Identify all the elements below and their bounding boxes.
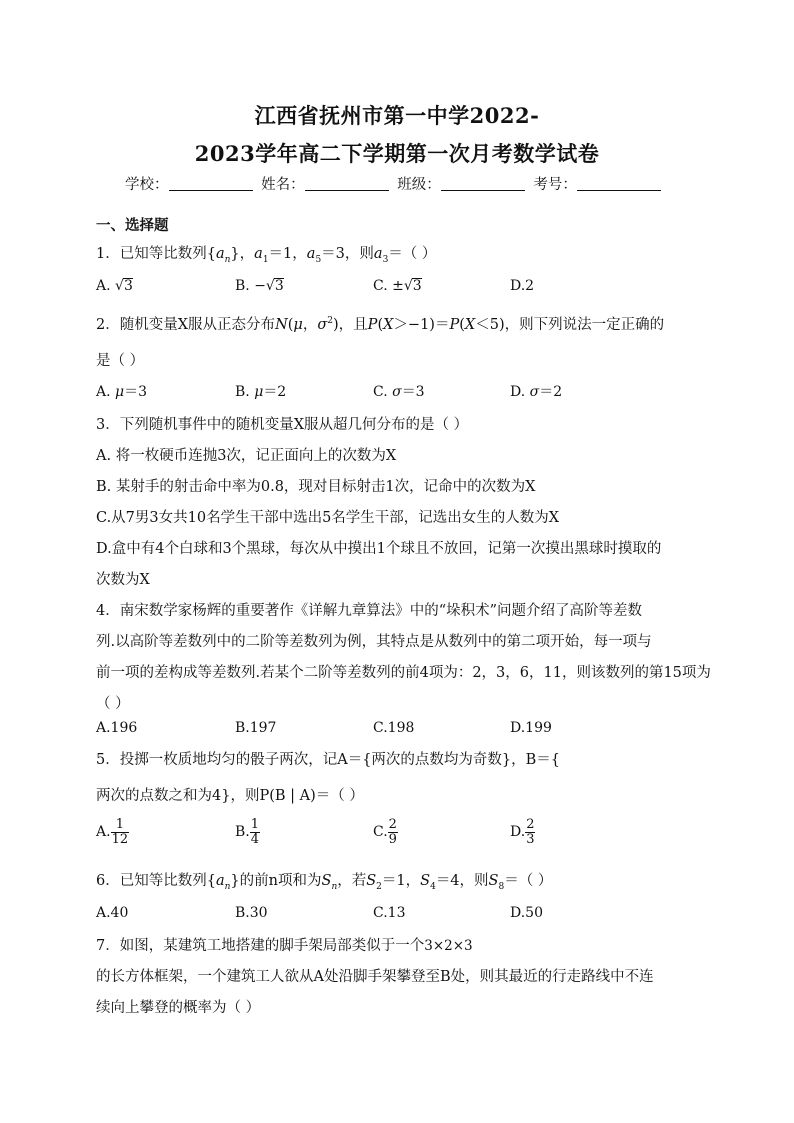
question-2-stem-line2: 是（ ） <box>96 353 145 369</box>
exam-title-line2: 2023学年高二下学期第一次月考数学试卷 <box>194 141 600 166</box>
question-6-option-d: D.50 <box>510 905 543 921</box>
question-5-option-b: B. $\frac{1}{4}$ <box>235 817 260 847</box>
question-1-option-b: B. −√3 <box>235 278 284 294</box>
question-5-line1: 5．投掷一枚质地均匀的骰子两次，记A＝{两次的点数均为奇数}，B＝{ <box>96 752 561 768</box>
school-label: 学校： <box>125 177 169 193</box>
question-5-line2: 两次的点数之和为4}，则P(B | A)＝（ ） <box>96 788 364 804</box>
question-7-line1: 7．如图，某建筑工地搭建的脚手架局部类似于一个3×2×3 <box>96 938 473 954</box>
question-6-option-c: C.13 <box>373 905 406 921</box>
question-1-option-c: C. ±√3 <box>373 278 422 294</box>
question-3-option-d: D.盒中有4个白球和3个黑球，每次从中摸出1个球且不放回，记第一次摸出黑球时摸取的 <box>96 541 662 557</box>
question-4-line2: 列.以高阶等差数列中的二阶等差数列为例，其特点是从数列中的第二项开始，每一项与 <box>96 634 652 650</box>
question-5-option-d: D. $\frac{2}{3}$ <box>510 817 535 847</box>
question-6-option-b: B.30 <box>235 905 268 921</box>
question-4-line3: 前一项的差构成等差数列.若某个二阶等差数列的前4项为：2，3，6，11，则该数列的第15项为 <box>96 665 711 681</box>
school-blank <box>169 176 253 191</box>
name-blank <box>305 176 389 191</box>
section-heading: 一、选择题 <box>96 217 169 234</box>
question-4-option-c: C.198 <box>373 720 415 736</box>
class-label: 班级： <box>397 177 441 193</box>
class-blank <box>441 176 525 191</box>
exam-title-line1: 江西省抚州市第一中学2022- <box>254 103 540 128</box>
question-6-stem: 6．已知等比数列$\{a_n\}$的前n项和为$S_n$，若$S_2=1$，$S_4=4$，则$S_8=$（ ） <box>96 873 553 892</box>
question-5-option-a: A. $\frac{1}{12}$ <box>96 817 129 847</box>
student-info-row <box>125 173 665 194</box>
question-6-option-a: A.40 <box>96 905 129 921</box>
question-4-line4: （ ） <box>96 696 130 712</box>
question-3-stem: 3．下列随机事件中的随机变量X服从超几何分布的是（ ） <box>96 417 469 433</box>
question-4-option-d: D.199 <box>510 720 552 736</box>
math-seq: $\{a_n\}$ <box>206 246 240 265</box>
question-3-option-a: A. 将一枚硬币连抛3次，记正面向上的次数为X <box>96 448 397 464</box>
question-4-option-a: A.196 <box>96 720 138 736</box>
question-3-option-b: B. 某射手的射击命中率为0.8，现对目标射击1次，记命中的次数为X <box>96 479 536 495</box>
question-2-stem: 2．随机变量X服从正态分布N(μ，$\sigma^2$)，且P(X＞−1)＝P(X＜5)，则下列说法一定正确的 <box>96 316 665 333</box>
question-1-option-d: D.2 <box>510 278 535 294</box>
question-7-line2: 的长方体框架，一个建筑工人欲从A处沿脚手架攀登至B处，则其最近的行走路线中不连 <box>96 969 654 985</box>
question-2-option-d: D. σ＝2 <box>510 384 563 400</box>
question-7-line3: 续向上攀登的概率为（ ） <box>96 1000 261 1016</box>
question-2-option-c: C. σ＝3 <box>373 384 425 400</box>
question-3-option-c: C.从7男3女共10名学生干部中选出5名学生干部，记选出女生的人数为X <box>96 510 560 526</box>
question-1-stem: 1．已知等比数列$\{a_n\}$，$a_1=1$，$a_5=3$，则$a_3=$（ ） <box>96 246 437 265</box>
question-2-option-b: B. μ＝2 <box>235 384 287 400</box>
exam-number-blank <box>577 176 661 191</box>
question-2-option-a: A. μ＝3 <box>96 384 148 400</box>
exam-number-label: 考号： <box>533 177 577 193</box>
question-4-line1: 4．南宋数学家杨辉的重要著作《详解九章算法》中的“垛积术”问题介绍了高阶等差数 <box>96 603 643 619</box>
question-1-option-a: A. √3 <box>96 278 133 294</box>
question-4-option-b: B.197 <box>235 720 277 736</box>
question-5-option-c: C. $\frac{2}{9}$ <box>373 817 397 847</box>
name-label: 姓名： <box>261 177 305 193</box>
question-3-option-d-line2: 次数为X <box>96 572 150 588</box>
